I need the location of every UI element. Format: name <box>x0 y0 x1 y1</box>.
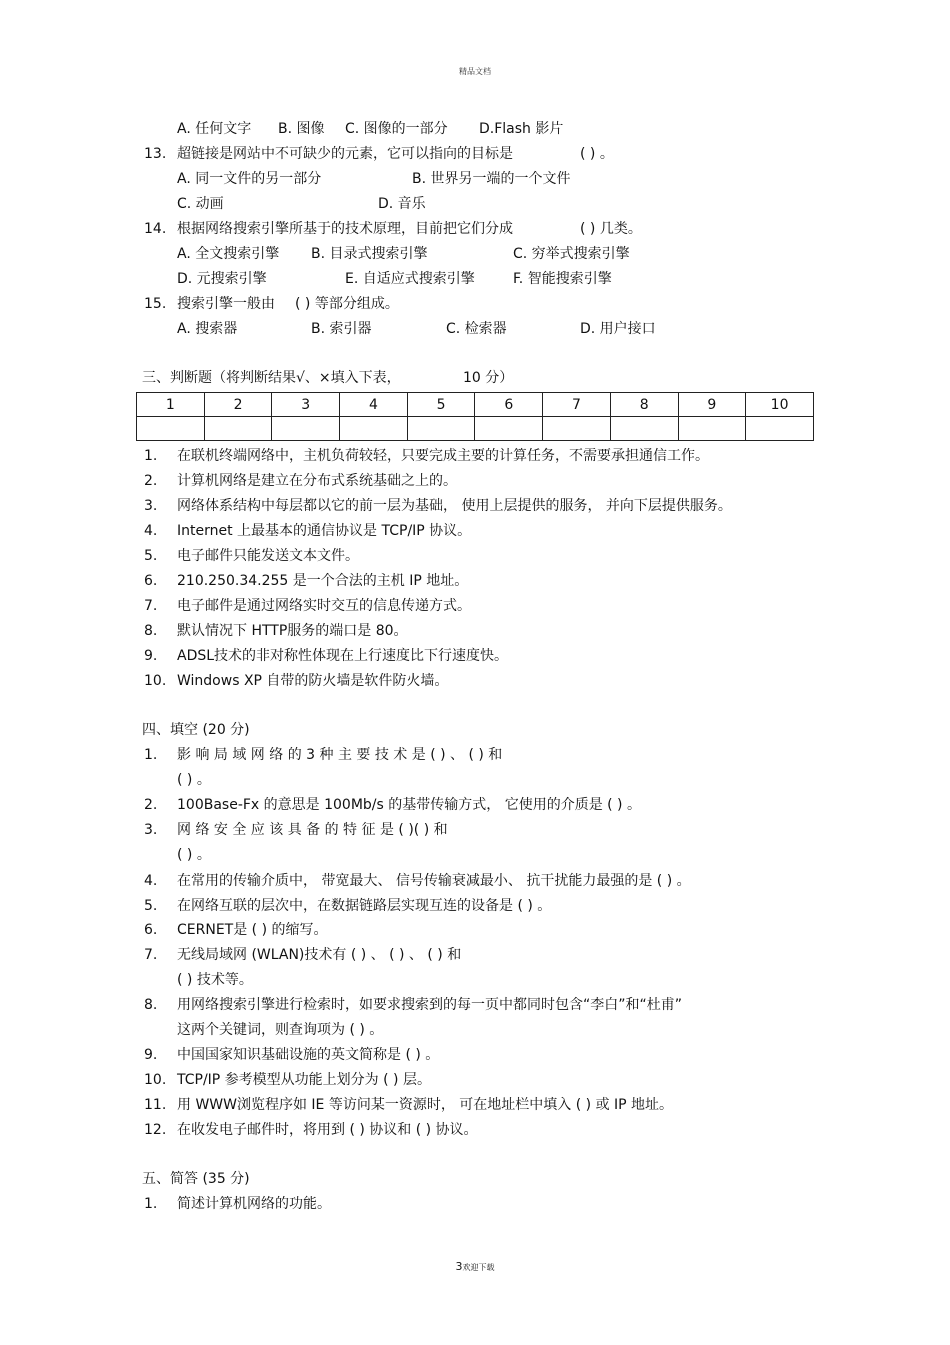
answer-cell <box>340 417 408 441</box>
section-title: 四、填空 (20 分) <box>142 722 250 738</box>
table-answer-row <box>137 417 814 441</box>
item-number: 7. <box>144 598 158 614</box>
option: A. 任何文字 <box>177 121 252 137</box>
item-number: 6. <box>144 573 158 589</box>
item-number: 3. <box>144 822 158 838</box>
item-text: 在收发电子邮件时，将用到 ( ) 协议和 ( ) 协议。 <box>177 1122 478 1138</box>
question-text: 超链接是网站中不可缺少的元素，它可以指向的目标是 <box>177 146 513 162</box>
table-header-cell: 4 <box>340 393 408 417</box>
answer-blank: ( ) 几类。 <box>580 221 642 237</box>
option: D.Flash 影片 <box>479 121 564 137</box>
item-number: 2. <box>144 797 158 813</box>
item-text: 简述计算机网络的功能。 <box>177 1196 331 1212</box>
question-number: 15. <box>144 296 167 312</box>
option: C. 动画 <box>177 196 224 212</box>
item-text: 在常用的传输介质中， 带宽最大、 信号传输衰减最小、 抗干扰能力最强的是 ( ) 。 <box>177 873 691 889</box>
item-text: 在联机终端网络中，主机负荷较轻，只要完成主要的计算任务，不需要承担通信工作。 <box>177 448 709 464</box>
item-text: 用网络搜索引擎进行检索时，如要求搜索到的每一页中都同时包含“李白”和“杜甫” <box>177 997 683 1013</box>
item-text: 中国国家知识基础设施的英文简称是 ( ) 。 <box>177 1047 440 1063</box>
item-text: 无线局域网 (WLAN)技术有 ( ) 、 ( ) 、 ( ) 和 <box>177 947 462 963</box>
option: A. 全文搜索引擎 <box>177 246 280 262</box>
item-number: 6. <box>144 922 158 938</box>
item-number: 11. <box>144 1097 167 1113</box>
item-number: 4. <box>144 523 158 539</box>
option: C. 检索器 <box>446 321 507 337</box>
item-number: 8. <box>144 623 158 639</box>
item-text: 网 络 安 全 应 该 具 备 的 特 征 是 ( )( ) 和 <box>177 822 448 838</box>
page-header: 精品文档 <box>459 67 491 76</box>
question-text: 搜索引擎一般由 <box>177 296 275 312</box>
item-number: 3. <box>144 498 158 514</box>
option: D. 用户接口 <box>580 321 656 337</box>
item-text: 影 响 局 域 网 络 的 3 种 主 要 技 术 是 ( ) 、 ( ) 和 <box>177 747 503 763</box>
question-number: 14. <box>144 221 167 237</box>
item-number: 5. <box>144 548 158 564</box>
table-header-cell: 6 <box>475 393 543 417</box>
table-header-cell: 9 <box>678 393 746 417</box>
item-number: 2. <box>144 473 158 489</box>
table-header-cell: 8 <box>610 393 678 417</box>
item-text: 电子邮件只能发送文本文件。 <box>177 548 359 564</box>
item-text: 电子邮件是通过网络实时交互的信息传递方式。 <box>177 598 471 614</box>
option: A. 搜索器 <box>177 321 238 337</box>
section-title: 五、简答 (35 分) <box>142 1171 250 1187</box>
item-continuation: 这两个关键词，则查询项为 ( ) 。 <box>177 1022 384 1038</box>
item-text: Windows XP 自带的防火墙是软件防火墙。 <box>177 673 449 689</box>
answer-cell <box>137 417 205 441</box>
option: B. 世界另一端的一个文件 <box>412 171 571 187</box>
item-number: 4. <box>144 873 158 889</box>
item-continuation: ( ) 技术等。 <box>177 972 253 988</box>
table-header-cell: 5 <box>407 393 475 417</box>
option: E. 自适应式搜索引擎 <box>345 271 475 287</box>
answer-cell <box>272 417 340 441</box>
option: F. 智能搜索引擎 <box>513 271 612 287</box>
item-text: ADSL技术的非对称性体现在上行速度比下行速度快。 <box>177 648 509 664</box>
answer-cell <box>204 417 272 441</box>
item-continuation: ( ) 。 <box>177 772 211 788</box>
section-score: 10 分） <box>463 370 514 386</box>
item-text: CERNET是 ( ) 的缩写。 <box>177 922 328 938</box>
item-text: 默认情况下 HTTP服务的端口是 80。 <box>177 623 408 639</box>
answer-blank: ( ) 。 <box>580 146 614 162</box>
item-text: 在网络互联的层次中，在数据链路层实现互连的设备是 ( ) 。 <box>177 898 552 914</box>
answer-cell <box>678 417 746 441</box>
table-header-cell: 7 <box>543 393 611 417</box>
answer-cell <box>475 417 543 441</box>
item-number: 5. <box>144 898 158 914</box>
answer-cell <box>407 417 475 441</box>
item-number: 12. <box>144 1122 167 1138</box>
answer-cell <box>746 417 814 441</box>
option: C. 穷举式搜索引擎 <box>513 246 630 262</box>
answer-cell <box>610 417 678 441</box>
option: B. 索引器 <box>311 321 372 337</box>
option: C. 图像的一部分 <box>345 121 448 137</box>
item-number: 1. <box>144 747 158 763</box>
item-text: 计算机网络是建立在分布式系统基础之上的。 <box>177 473 457 489</box>
item-number: 7. <box>144 947 158 963</box>
section-title: 三、判断题（将判断结果√、×填入下表， <box>142 370 401 386</box>
table-header-cell: 2 <box>204 393 272 417</box>
table-header-row <box>137 393 814 417</box>
question-number: 13. <box>144 146 167 162</box>
answer-table <box>136 392 814 441</box>
table-header-cell: 1 <box>137 393 205 417</box>
answer-blank: ( ) 等部分组成。 <box>295 296 399 312</box>
item-number: 1. <box>144 448 158 464</box>
item-text: 用 WWW浏览程序如 IE 等访问某一资源时， 可在地址栏中填入 ( ) 或 IP 地址。 <box>177 1097 674 1113</box>
item-number: 10. <box>144 1072 167 1088</box>
option: D. 元搜索引擎 <box>177 271 267 287</box>
item-continuation: ( ) 。 <box>177 847 211 863</box>
option: B. 图像 <box>278 121 325 137</box>
option: A. 同一文件的另一部分 <box>177 171 322 187</box>
question-text: 根据网络搜索引擎所基于的技术原理，目前把它们分成 <box>177 221 513 237</box>
item-text: 100Base-Fx 的意思是 100Mb/s 的基带传输方式， 它使用的介质是 ( ) 。 <box>177 797 641 813</box>
footer-text: 欢迎下载 <box>462 1263 495 1272</box>
page-number: 3 <box>455 1260 463 1273</box>
item-number: 1. <box>144 1196 158 1212</box>
item-number: 9. <box>144 1047 158 1063</box>
option: D. 音乐 <box>378 196 426 212</box>
item-text: 网络体系结构中每层都以它的前一层为基础， 使用上层提供的服务， 并向下层提供服务。 <box>177 498 732 514</box>
item-number: 10. <box>144 673 167 689</box>
table-header-cell: 3 <box>272 393 340 417</box>
page-footer <box>0 1260 950 1273</box>
item-text: Internet 上最基本的通信协议是 TCP/IP 协议。 <box>177 523 472 539</box>
option: B. 目录式搜索引擎 <box>311 246 428 262</box>
answer-cell <box>543 417 611 441</box>
item-text: TCP/IP 参考模型从功能上划分为 ( ) 层。 <box>177 1072 431 1088</box>
item-text: 210.250.34.255 是一个合法的主机 IP 地址。 <box>177 573 469 589</box>
item-number: 8. <box>144 997 158 1013</box>
table-header-cell: 10 <box>746 393 814 417</box>
item-number: 9. <box>144 648 158 664</box>
